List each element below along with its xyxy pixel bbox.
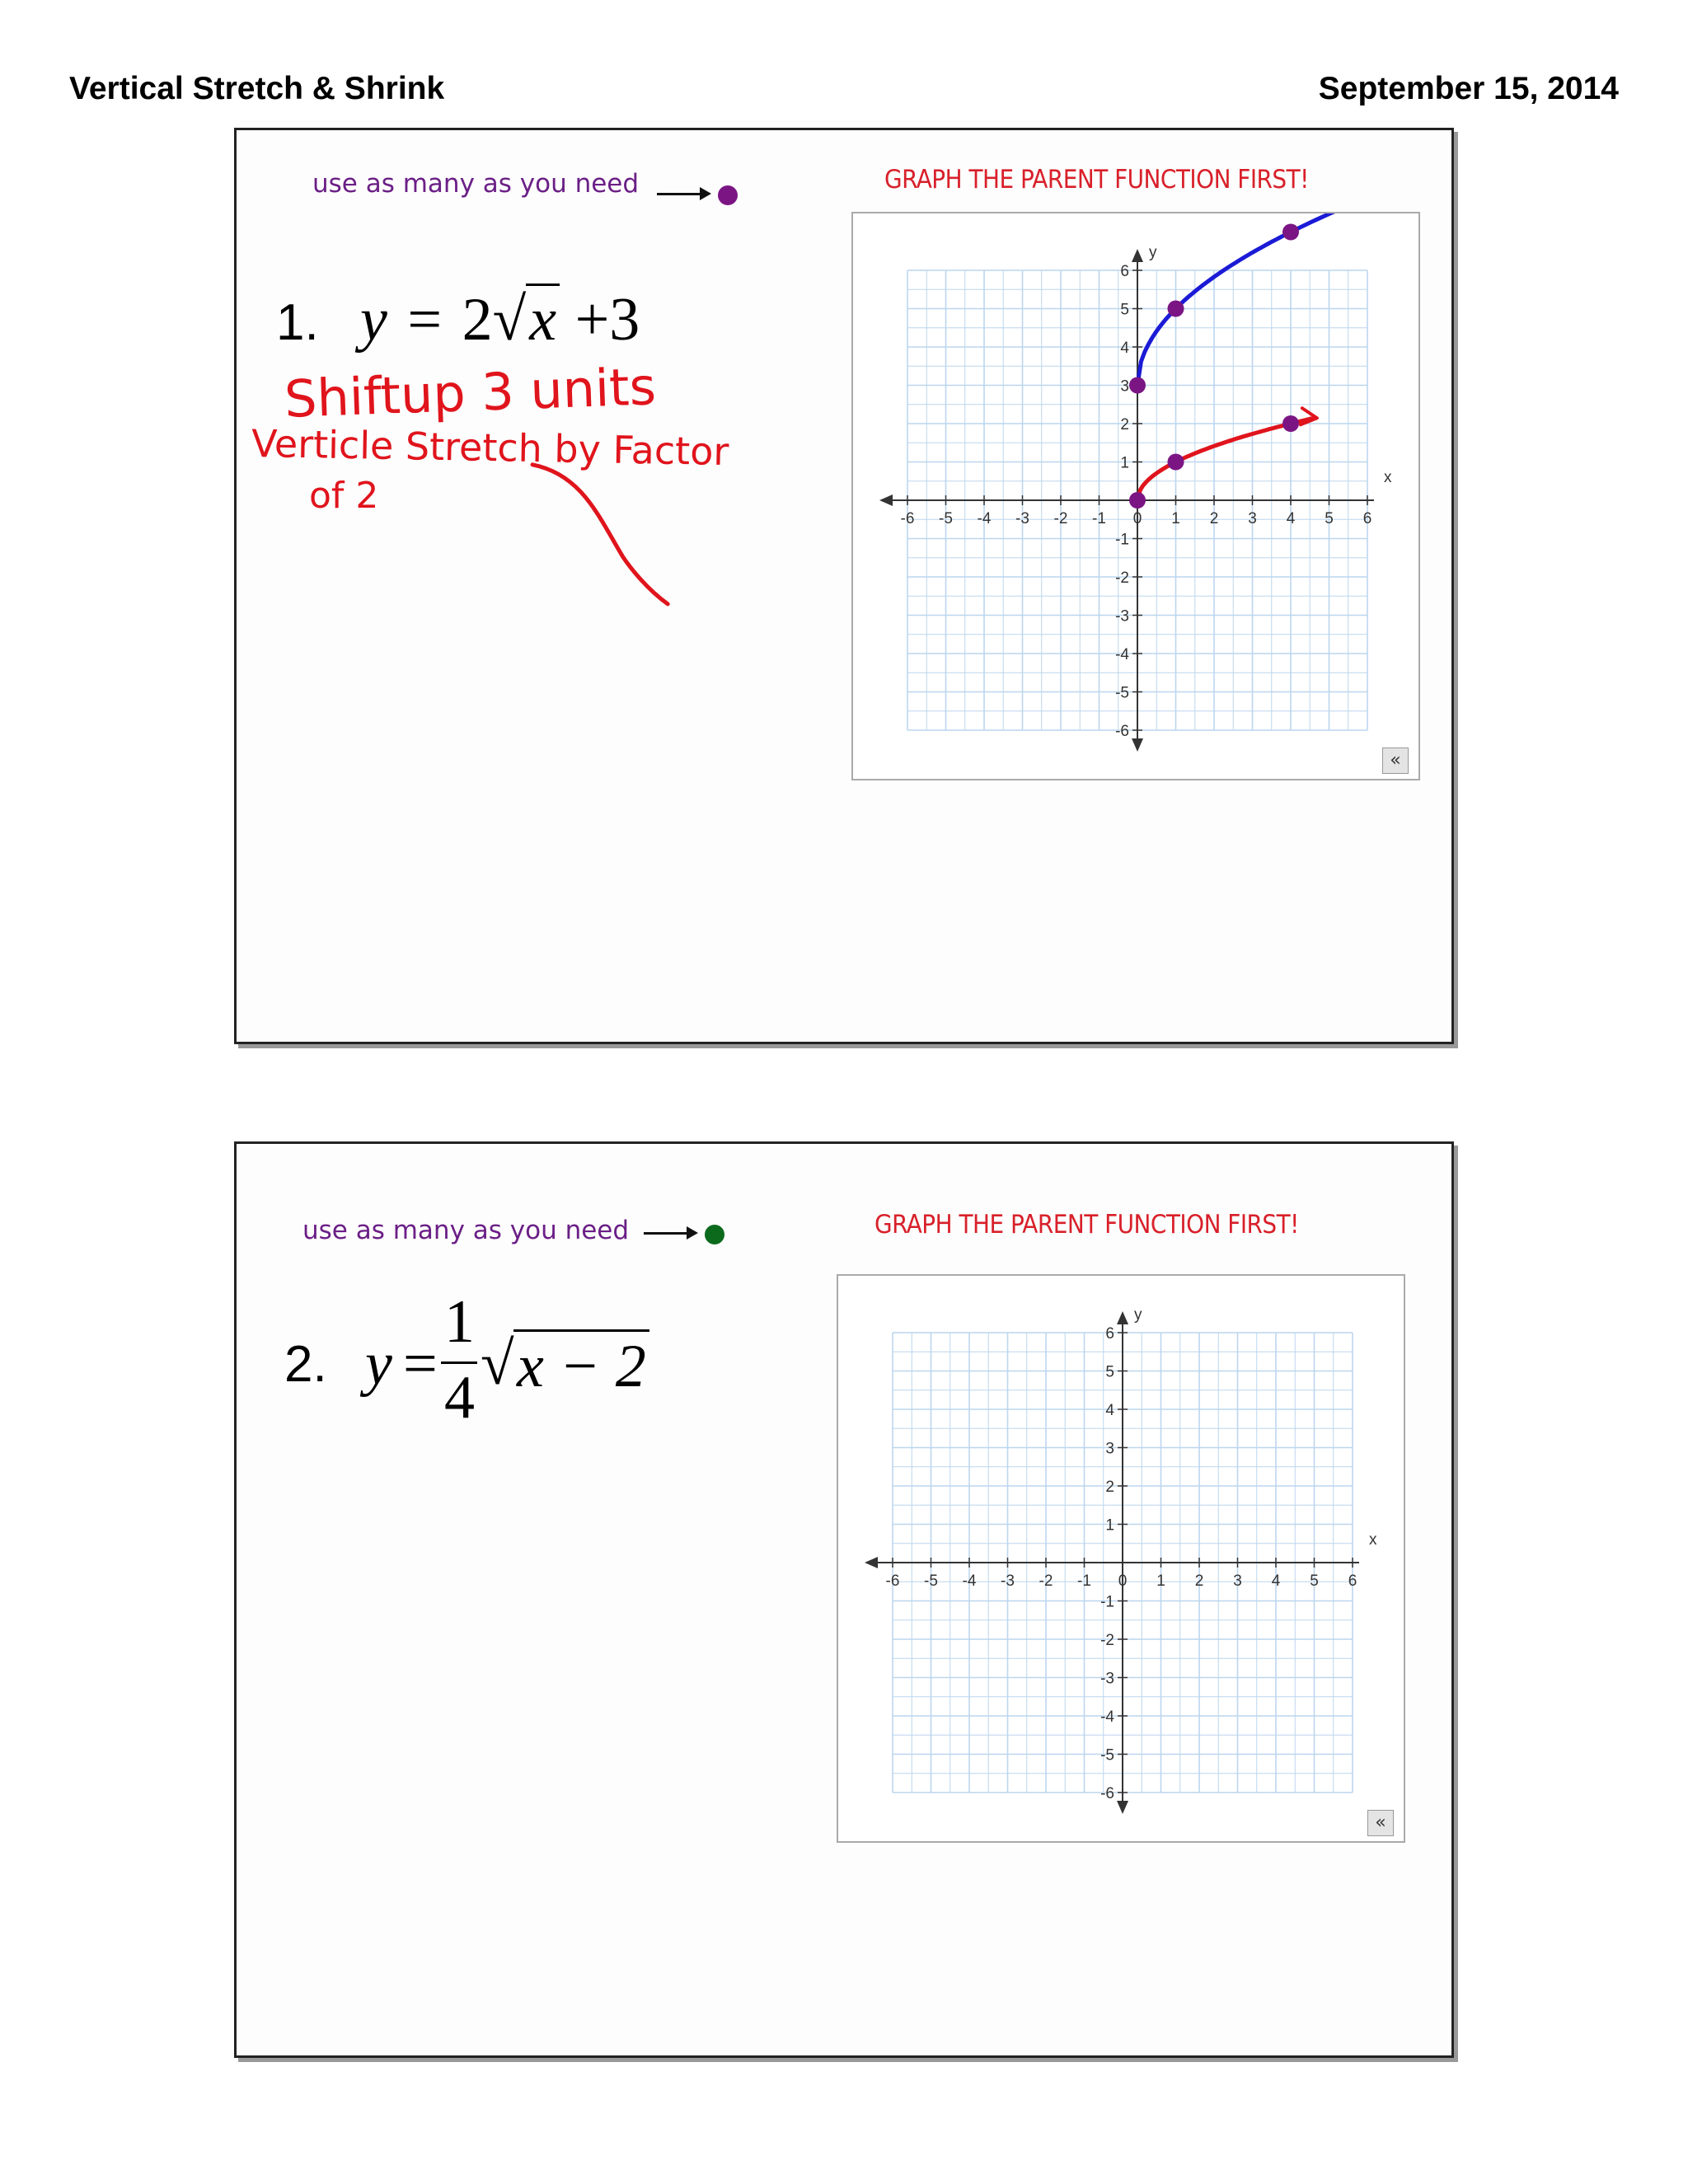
x-tick-label: -6: [885, 1572, 900, 1590]
x-tick-label: -3: [1001, 1572, 1015, 1590]
slide-1: [234, 128, 1454, 1044]
data-point: [1168, 301, 1184, 317]
x-tick-label: -3: [1015, 510, 1029, 527]
x-tick-label: 5: [1325, 510, 1334, 527]
data-point: [1129, 377, 1146, 394]
x-tick-label: 3: [1248, 510, 1257, 527]
x-tick-label: 0: [1132, 510, 1142, 527]
y-tick-label: -4: [1115, 646, 1129, 663]
x-tick-label: 3: [1233, 1572, 1242, 1590]
x-tick-label: 5: [1310, 1572, 1319, 1590]
x-tick-label: 2: [1194, 1572, 1204, 1590]
graph-title: GRAPH THE PARENT FUNCTION FIRST!: [884, 165, 1309, 194]
y-tick-label: -6: [1115, 723, 1129, 740]
problem-number: 2.: [284, 1336, 327, 1393]
eq-lhs: y: [365, 1330, 392, 1398]
eq-lhs: y: [360, 286, 387, 354]
frac-denominator: 4: [444, 1364, 475, 1432]
arrow-right-icon: [644, 1232, 695, 1235]
x-tick-label: 4: [1286, 510, 1296, 527]
page-title: Vertical Stretch & Shrink: [69, 71, 445, 106]
eq-equals: =: [407, 286, 443, 354]
y-tick-label: 3: [1120, 377, 1129, 396]
y-tick-label: 6: [1105, 1325, 1114, 1343]
radical-icon: √: [481, 1330, 514, 1398]
x-axis-label: x: [1369, 1531, 1377, 1549]
y-tick-label: -1: [1100, 1593, 1114, 1611]
y-axis-arrow-icon: [1117, 1311, 1128, 1324]
eq-coef: 2: [462, 286, 493, 354]
double-chevron-up-icon[interactable]: «: [1367, 1810, 1394, 1836]
chart-1[interactable]: [851, 212, 1420, 780]
green-dot-tool[interactable]: [705, 1225, 724, 1244]
x-tick-label: -4: [962, 1572, 977, 1590]
y-tick-label: 4: [1120, 340, 1129, 357]
x-tick-label: -5: [924, 1572, 938, 1590]
note-factor: of 2: [309, 475, 379, 517]
data-point: [1282, 224, 1299, 241]
eq-tail: +3: [574, 286, 640, 354]
series-curve-blue: [1137, 213, 1356, 386]
hint-text: use as many as you need: [312, 169, 640, 199]
double-chevron-up-icon[interactable]: «: [1382, 748, 1409, 774]
chart-2[interactable]: [837, 1274, 1405, 1843]
slide-2: [234, 1141, 1454, 2058]
y-tick-label: -5: [1115, 684, 1129, 702]
eq-radicand: x − 2: [517, 1333, 646, 1400]
series-arrow-icon: [1301, 408, 1317, 424]
y-tick-label: 1: [1120, 454, 1129, 472]
y-tick-label: 2: [1120, 416, 1129, 434]
x-tick-label: 1: [1156, 1572, 1165, 1590]
note-stretch: Verticle Stretch by Factor: [251, 420, 729, 475]
y-axis-arrow-icon: [1132, 738, 1143, 752]
x-axis-arrow-icon: [865, 1557, 878, 1568]
page-date: September 15, 2014: [1318, 71, 1619, 106]
y-axis-label: y: [1134, 1306, 1142, 1324]
y-tick-label: -2: [1115, 569, 1129, 587]
x-tick-label: 6: [1348, 1572, 1357, 1590]
y-tick-label: 2: [1105, 1479, 1114, 1496]
y-axis-arrow-icon: [1132, 249, 1143, 262]
x-tick-label: -1: [1077, 1572, 1091, 1590]
data-point: [1282, 415, 1299, 432]
chart-svg: [838, 1276, 1407, 1844]
graph-title: GRAPH THE PARENT FUNCTION FIRST!: [874, 1210, 1299, 1240]
data-point: [1168, 454, 1184, 471]
y-tick-label: -6: [1100, 1785, 1114, 1802]
x-tick-label: -4: [977, 510, 992, 527]
x-tick-label: -5: [939, 510, 953, 527]
x-tick-label: 6: [1362, 510, 1372, 527]
x-tick-label: 0: [1118, 1572, 1128, 1590]
x-axis-arrow-icon: [879, 494, 893, 506]
eq-radicand: x: [529, 286, 557, 354]
y-axis-arrow-icon: [1117, 1801, 1128, 1814]
problem-number: 1.: [276, 294, 319, 351]
x-tick-label: -1: [1092, 510, 1106, 527]
y-tick-label: -3: [1115, 607, 1129, 626]
y-tick-label: -1: [1115, 531, 1129, 549]
x-tick-label: 4: [1271, 1572, 1281, 1590]
x-tick-label: 2: [1209, 510, 1219, 527]
x-tick-label: -6: [900, 510, 915, 527]
y-tick-label: -2: [1100, 1632, 1114, 1649]
y-tick-label: 5: [1105, 1363, 1114, 1381]
y-tick-label: 1: [1105, 1516, 1114, 1535]
x-tick-label: 1: [1171, 510, 1180, 527]
y-tick-label: -5: [1100, 1746, 1114, 1765]
chart-svg: [853, 213, 1422, 782]
y-tick-label: 6: [1120, 263, 1129, 280]
frac-numerator: 1: [444, 1288, 475, 1356]
y-tick-label: -4: [1100, 1708, 1114, 1726]
hint-text: use as many as you need: [302, 1216, 630, 1245]
x-axis-label: x: [1384, 469, 1392, 486]
radical-icon: √: [492, 286, 527, 354]
y-tick-label: 4: [1105, 1402, 1114, 1419]
y-axis-label: y: [1149, 244, 1157, 261]
data-point: [1129, 492, 1146, 509]
note-shift: Shiftup 3 units: [283, 356, 658, 429]
x-tick-label: -2: [1039, 1572, 1053, 1590]
x-tick-label: -2: [1053, 510, 1068, 527]
y-tick-label: -3: [1100, 1670, 1114, 1688]
y-tick-label: 5: [1120, 301, 1129, 319]
y-tick-label: 3: [1105, 1440, 1114, 1458]
eq-equals: =: [403, 1330, 438, 1398]
